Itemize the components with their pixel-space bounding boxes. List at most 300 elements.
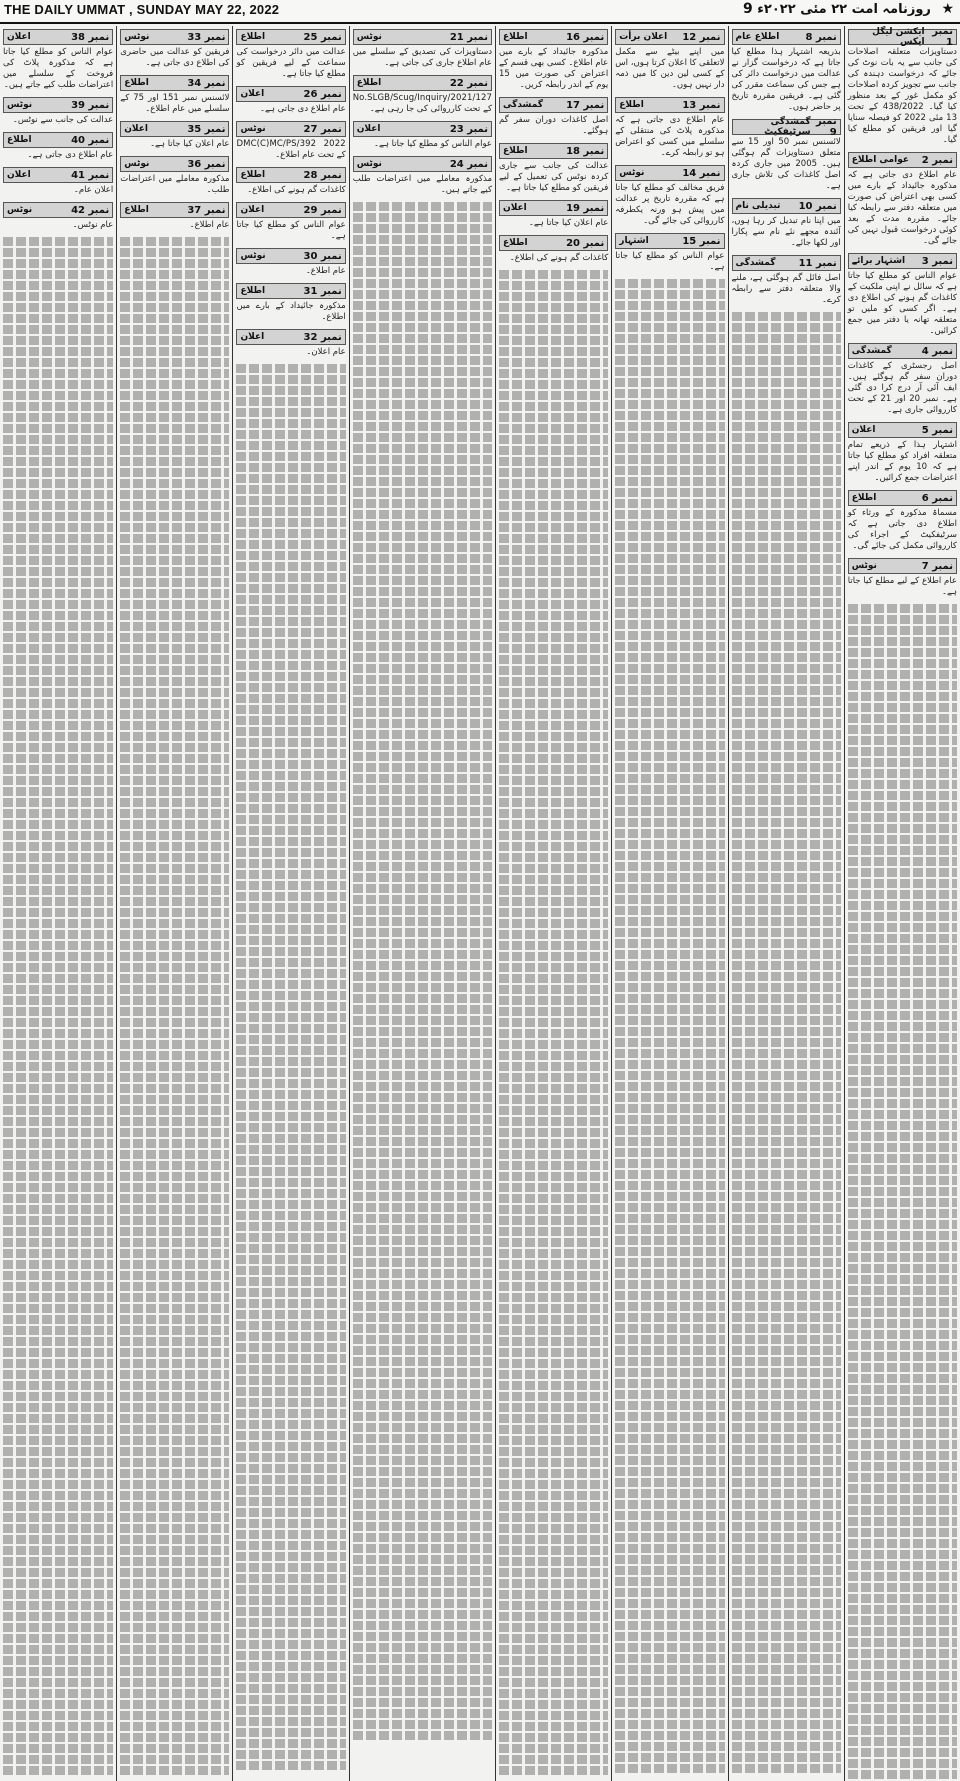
- text-line: [499, 1073, 608, 1082]
- text-line: [3, 1238, 113, 1247]
- text-line: [353, 1324, 492, 1333]
- text-line: [732, 1269, 841, 1278]
- text-line: [732, 752, 841, 761]
- text-line: [3, 523, 113, 532]
- text-line: [353, 1302, 492, 1311]
- text-line: [615, 1489, 724, 1498]
- text-line: [615, 631, 724, 640]
- notice-number: نمبر 39: [71, 99, 110, 111]
- text-line: [353, 829, 492, 838]
- text-line: [3, 380, 113, 389]
- text-line: [353, 675, 492, 684]
- text-line: [848, 659, 957, 668]
- text-line: [120, 1766, 229, 1775]
- text-line: [848, 1462, 957, 1471]
- text-line: [353, 642, 492, 651]
- text-line: [3, 1051, 113, 1060]
- text-line: [120, 842, 229, 851]
- text-line: [236, 1574, 345, 1583]
- text-line: [120, 1711, 229, 1720]
- notice-number: نمبر 17: [566, 99, 605, 111]
- text-line: [499, 534, 608, 543]
- text-line: [353, 400, 492, 409]
- text-line: [615, 1049, 724, 1058]
- text-line: [353, 851, 492, 860]
- text-line: [120, 534, 229, 543]
- text-line: [848, 1220, 957, 1229]
- text-line: [499, 1700, 608, 1709]
- text-line: [3, 1095, 113, 1104]
- text-line: [236, 1420, 345, 1429]
- text-line: [848, 857, 957, 866]
- text-line: [732, 1335, 841, 1344]
- text-line: [732, 972, 841, 981]
- notice: [615, 165, 724, 227]
- text-line: [3, 1436, 113, 1445]
- text-line: [236, 881, 345, 890]
- text-line: [848, 1528, 957, 1537]
- text-line: [499, 325, 608, 334]
- text-line: [236, 683, 345, 692]
- notice-number: نمبر 10: [798, 200, 837, 212]
- text-line: [615, 499, 724, 508]
- text-line: [499, 1601, 608, 1610]
- text-line: [615, 1005, 724, 1014]
- text-line: [353, 1148, 492, 1157]
- column-7: [728, 26, 844, 1781]
- text-line: [120, 292, 229, 301]
- text-line: [499, 1370, 608, 1379]
- text-line: [848, 1539, 957, 1548]
- text-line: [120, 369, 229, 378]
- text-line: [848, 1495, 957, 1504]
- text-line: [353, 268, 492, 277]
- text-line: [732, 1379, 841, 1388]
- notice: [499, 97, 608, 137]
- text-line: [615, 642, 724, 651]
- notice-body: عوام الناس کو مطلع کیا جاتا ہے۔: [615, 251, 725, 272]
- text-line: [120, 809, 229, 818]
- notice-label: نوٹس: [619, 168, 645, 178]
- text-line: [236, 1695, 345, 1704]
- text-line: [615, 565, 724, 574]
- text-line: [120, 655, 229, 664]
- notice-number: نمبر 4: [921, 345, 953, 357]
- text-line: [120, 1414, 229, 1423]
- text-line: [732, 708, 841, 717]
- text-line: [236, 1750, 345, 1759]
- text-line: [615, 972, 724, 981]
- text-line: [120, 1645, 229, 1654]
- text-line: [120, 589, 229, 598]
- text-line: [236, 628, 345, 637]
- text-line: [499, 303, 608, 312]
- text-line: [848, 1660, 957, 1669]
- text-line: [615, 554, 724, 563]
- text-line: [848, 1341, 957, 1350]
- text-line: [615, 928, 724, 937]
- text-line: [615, 521, 724, 530]
- text-line: [353, 1709, 492, 1718]
- text-line: [732, 1302, 841, 1311]
- text-line: [615, 1522, 724, 1531]
- text-line: [353, 1423, 492, 1432]
- notice: [732, 198, 841, 249]
- text-line: [615, 323, 724, 332]
- notice-label: گمشدگی سرٹیفکیٹ: [764, 117, 811, 137]
- text-line: [732, 312, 841, 321]
- text-line: [3, 369, 113, 378]
- text-line: [732, 1434, 841, 1443]
- text-line: [236, 1728, 345, 1737]
- text-line: [499, 1425, 608, 1434]
- text-line: [236, 1640, 345, 1649]
- text-line: [3, 1260, 113, 1269]
- notice-label: نوٹس: [240, 124, 266, 134]
- text-line: [236, 1024, 345, 1033]
- text-line: [353, 1533, 492, 1542]
- text-line: [848, 637, 957, 646]
- text-line: [236, 1585, 345, 1594]
- text-line: [353, 1071, 492, 1080]
- text-line: [236, 1519, 345, 1528]
- text-line: [3, 754, 113, 763]
- text-line: [236, 1288, 345, 1297]
- text-line: [353, 1093, 492, 1102]
- text-line: [499, 413, 608, 422]
- notice-header: [3, 29, 113, 45]
- text-line: [615, 620, 724, 629]
- text-line: [236, 617, 345, 626]
- text-line: [236, 1717, 345, 1726]
- text-line: [848, 1154, 957, 1163]
- text-line: [353, 1181, 492, 1190]
- text-line: [732, 1104, 841, 1113]
- text-line: [236, 936, 345, 945]
- text-line: [120, 1249, 229, 1258]
- notice-body: عام اطلاع دی جاتی ہے کہ مذکورہ جائیداد کے بارے میں کسی بھی اعتراض کی صورت میں متعلقہ دفتر سے رابطہ کیا جائے۔ مقررہ مدت کے بعد کوئی درخواست قبول نہیں کی جائے گی۔: [847, 170, 957, 246]
- text-line: [3, 875, 113, 884]
- text-line: [848, 1253, 957, 1262]
- text-line: [848, 1737, 957, 1746]
- text-line: [3, 1062, 113, 1071]
- text-line: [120, 677, 229, 686]
- text-line: [3, 1744, 113, 1753]
- text-line: [732, 1236, 841, 1245]
- notice: [3, 167, 113, 196]
- text-line: [499, 1062, 608, 1071]
- text-line: [848, 934, 957, 943]
- text-line: [615, 1181, 724, 1190]
- text-line: [615, 1170, 724, 1179]
- text-line: [732, 774, 841, 783]
- text-line: [120, 512, 229, 521]
- notice-body: لائسنس نمبر 151 اور 75 کے سلسلے میں عام اطلاع۔: [120, 93, 230, 114]
- text-line: [499, 270, 608, 279]
- notice-body: فریق مخالف کو مطلع کیا جاتا ہے کہ مقررہ تاریخ پر عدالت میں پیش ہو ورنہ یکطرفہ کارروائی کی جائے گی۔: [615, 183, 725, 226]
- text-line: [3, 1304, 113, 1313]
- text-line: [615, 1214, 724, 1223]
- masthead-urdu-text: روزنامہ امت ۲۲ مئی ۲۰۲۲ء: [757, 2, 931, 17]
- text-line: [3, 1469, 113, 1478]
- notice-body: عدالت میں دائر درخواست کی سماعت کے لیے فریقین کو مطلع کیا جاتا ہے۔: [236, 47, 346, 79]
- text-line: [236, 1200, 345, 1209]
- text-line: [236, 1233, 345, 1242]
- text-line: [732, 763, 841, 772]
- text-line: [353, 807, 492, 816]
- text-line: [615, 422, 724, 431]
- notice-label: اطلاع: [124, 205, 149, 215]
- text-line: [120, 941, 229, 950]
- text-line: [615, 1654, 724, 1663]
- notice-header: [3, 97, 113, 113]
- text-line: [236, 1112, 345, 1121]
- text-line: [353, 576, 492, 585]
- text-line: [353, 1060, 492, 1069]
- text-line: [499, 567, 608, 576]
- text-line: [615, 1533, 724, 1542]
- text-line: [732, 1005, 841, 1014]
- notice: [120, 29, 229, 69]
- text-line: [236, 463, 345, 472]
- text-line: [732, 378, 841, 387]
- text-line: [732, 1709, 841, 1718]
- text-line: [499, 996, 608, 1005]
- text-line: [615, 312, 724, 321]
- text-line: [499, 1161, 608, 1170]
- text-line: [236, 540, 345, 549]
- notice-body: دستاویزات متعلقہ اصلاحات کی جانب سے یہ بات نوٹ کی جائے کہ درخواست دہندہ کی جانب سے تجویز کردہ اصلاحات کو مکمل غور کے بعد منظور کیا گیا۔ 438/2022 کے تحت 13 مئی 2022 کو فیصلہ سنایا گیا اور فریقین کو مطلع کیا گیا۔: [847, 47, 957, 145]
- text-line: [848, 1264, 957, 1273]
- text-line: [3, 842, 113, 851]
- text-line: [732, 961, 841, 970]
- text-line: [353, 1434, 492, 1443]
- notice-number: نمبر 21: [449, 31, 489, 43]
- text-line: [499, 1216, 608, 1225]
- text-line: [499, 1271, 608, 1280]
- text-line: [120, 402, 229, 411]
- text-line: [732, 433, 841, 442]
- column-6: [611, 26, 727, 1781]
- text-line: [3, 446, 113, 455]
- notice-header: [120, 29, 229, 45]
- text-line: [848, 1693, 957, 1702]
- text-line: [353, 862, 492, 871]
- notice-header: [499, 200, 608, 216]
- notice: [847, 26, 957, 146]
- text-line: [499, 1546, 608, 1555]
- notice-label: اعلان: [124, 124, 148, 134]
- text-line: [615, 1148, 724, 1157]
- text-line: [236, 694, 345, 703]
- notice-header: [236, 29, 345, 45]
- text-line: [3, 765, 113, 774]
- text-line: [120, 1403, 229, 1412]
- text-line: [120, 1293, 229, 1302]
- text-line: [120, 600, 229, 609]
- text-line: [353, 1456, 492, 1465]
- text-line: [353, 961, 492, 970]
- text-line: [120, 1480, 229, 1489]
- text-line: [120, 1667, 229, 1676]
- text-line: [353, 1720, 492, 1729]
- text-line: [236, 947, 345, 956]
- text-line: [236, 716, 345, 725]
- text-line: [615, 1291, 724, 1300]
- text-line: [120, 1095, 229, 1104]
- text-line: [3, 435, 113, 444]
- text-line: [353, 1577, 492, 1586]
- text-line: [848, 725, 957, 734]
- text-line: [3, 512, 113, 521]
- text-line: [236, 837, 345, 846]
- text-line: [120, 1007, 229, 1016]
- text-line: [499, 1656, 608, 1665]
- text-line: [499, 754, 608, 763]
- text-line: [353, 752, 492, 761]
- text-line: [848, 1451, 957, 1460]
- text-line: [236, 1497, 345, 1506]
- text-line: [615, 1500, 724, 1509]
- notice-body: عوام الناس کو مطلع کیا جاتا ہے کہ سائل نے اپنی ملکیت کے کاغذات گم ہونے کی اطلاع دی ہے۔ اگر کسی کو ملیں تو متعلقہ تھانہ یا دفتر میں جمع کرائیں۔: [847, 271, 957, 336]
- text-line: [3, 1568, 113, 1577]
- text-line: [353, 1269, 492, 1278]
- notice-number: نمبر 16: [566, 31, 605, 43]
- text-line: [120, 358, 229, 367]
- notice-header: [353, 156, 492, 172]
- text-line: [615, 378, 724, 387]
- text-line: [615, 1555, 724, 1564]
- text-line: [732, 334, 841, 343]
- text-line: [120, 1359, 229, 1368]
- notice-body: مسماۃ مذکورہ کے ورثاء کو اطلاع دی جاتی ہے کہ سرٹیفکیٹ کے اجراء کی کارروائی مکمل کی جائے گی۔: [847, 508, 957, 551]
- text-line: [615, 1346, 724, 1355]
- text-line: [236, 1068, 345, 1077]
- text-line: [3, 1678, 113, 1687]
- text-line: [499, 787, 608, 796]
- text-line: [353, 840, 492, 849]
- text-line: [848, 1143, 957, 1152]
- text-line: [848, 615, 957, 624]
- text-line: [499, 776, 608, 785]
- text-line: [732, 1764, 841, 1773]
- column-1: [0, 26, 116, 1781]
- text-line: [615, 796, 724, 805]
- text-line: [499, 1051, 608, 1060]
- text-line: [120, 1051, 229, 1060]
- text-line: [499, 1678, 608, 1687]
- text-line: [732, 1291, 841, 1300]
- text-line: [353, 1027, 492, 1036]
- text-line: [732, 1456, 841, 1465]
- text-line: [615, 917, 724, 926]
- text-line: [353, 1478, 492, 1487]
- text-line: [236, 1222, 345, 1231]
- text-line: [353, 1115, 492, 1124]
- text-line: [848, 1363, 957, 1372]
- text-line: [732, 1478, 841, 1487]
- text-line: [848, 1594, 957, 1603]
- text-line: [615, 1720, 724, 1729]
- notice-label: اطلاع: [7, 135, 32, 145]
- text-line: [353, 1511, 492, 1520]
- text-line: [120, 1700, 229, 1709]
- notice-body: اصل رجسٹری کے کاغذات دوران سفر گم ہوگئے ہیں۔ ایف آئی آر درج کرا دی گئی ہے۔ نمبر 20 اور 21 کے تحت کارروائی جاری ہے۔: [847, 361, 957, 415]
- text-line: [848, 1308, 957, 1317]
- text-line: [848, 681, 957, 690]
- text-line: [353, 598, 492, 607]
- text-line: [615, 1423, 724, 1432]
- text-line: [499, 523, 608, 532]
- text-line: [732, 1170, 841, 1179]
- text-line: [3, 1403, 113, 1412]
- text-line: [732, 873, 841, 882]
- text-line: [615, 807, 724, 816]
- notice-number: نمبر 28: [303, 169, 342, 181]
- text-line: [120, 787, 229, 796]
- text-line: [3, 1766, 113, 1775]
- text-line: [236, 804, 345, 813]
- text-line: [353, 708, 492, 717]
- text-line: [353, 1599, 492, 1608]
- text-line: [3, 611, 113, 620]
- text-line: [236, 1552, 345, 1561]
- text-line: [499, 1040, 608, 1049]
- text-line: [3, 985, 113, 994]
- text-line: [848, 1033, 957, 1042]
- text-line: [499, 556, 608, 565]
- notice-number: نمبر 30: [303, 250, 342, 262]
- text-line: [120, 303, 229, 312]
- text-line: [353, 950, 492, 959]
- text-line: [236, 1321, 345, 1330]
- text-line: [3, 248, 113, 257]
- notice-body: میں اپنے بیٹے سے مکمل لاتعلقی کا اعلان کرتا ہوں، اس کے کسی لین دین کا میں ذمہ دار نہیں ہوں۔: [615, 47, 725, 90]
- text-line: [732, 345, 841, 354]
- text-line: [499, 1172, 608, 1181]
- text-line: [120, 1513, 229, 1522]
- text-line: [848, 1627, 957, 1636]
- text-line: [499, 1018, 608, 1027]
- text-line: [353, 477, 492, 486]
- text-line: [353, 1390, 492, 1399]
- text-line: [353, 1082, 492, 1091]
- text-line: [3, 1271, 113, 1280]
- text-line: [615, 1016, 724, 1025]
- text-line: [120, 1601, 229, 1610]
- text-line: [236, 529, 345, 538]
- notice-label: نوٹس: [7, 205, 33, 215]
- text-line: [499, 710, 608, 719]
- text-line: [3, 391, 113, 400]
- text-line: [3, 545, 113, 554]
- text-line: [732, 631, 841, 640]
- text-line: [3, 424, 113, 433]
- notice-label: اعلان: [240, 89, 265, 99]
- notice-header: [732, 116, 841, 138]
- text-line: [615, 1236, 724, 1245]
- text-line: [236, 1464, 345, 1473]
- notice-label: گمشدگی: [851, 346, 892, 356]
- text-line: [615, 1368, 724, 1377]
- text-line: [3, 798, 113, 807]
- text-line: [848, 1242, 957, 1251]
- text-line: [3, 1183, 113, 1192]
- notice: [3, 97, 113, 126]
- text-line: [732, 1225, 841, 1234]
- text-line: [3, 1381, 113, 1390]
- text-line: [353, 257, 492, 266]
